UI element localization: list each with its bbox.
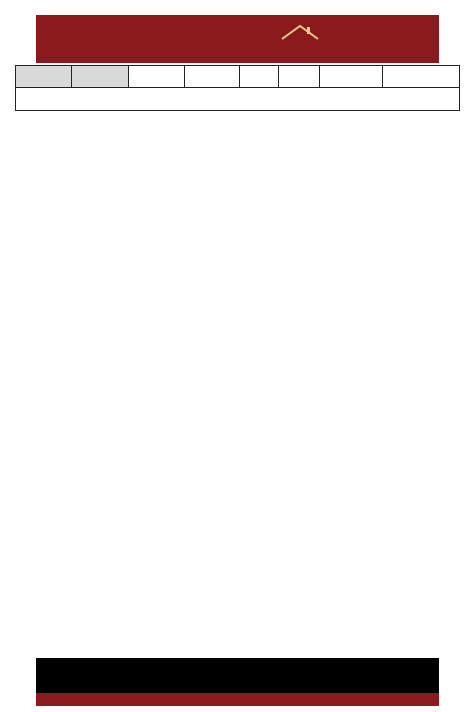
total-cell xyxy=(320,66,383,88)
table-total xyxy=(16,66,460,111)
total-blank xyxy=(72,66,129,88)
total-cell xyxy=(240,66,279,88)
total-cell xyxy=(279,66,320,88)
total-label xyxy=(16,66,72,88)
total-cell xyxy=(185,66,240,88)
header-banner xyxy=(36,15,439,63)
house-roof-icon xyxy=(280,23,320,43)
section-title xyxy=(16,88,460,111)
total-row xyxy=(16,66,460,88)
total-cell xyxy=(383,66,460,88)
section-row xyxy=(16,88,460,111)
sales-table xyxy=(15,65,460,111)
total-cell xyxy=(129,66,185,88)
brand-logo xyxy=(256,23,326,57)
footer-bar xyxy=(36,693,439,706)
notes-box xyxy=(36,658,439,698)
